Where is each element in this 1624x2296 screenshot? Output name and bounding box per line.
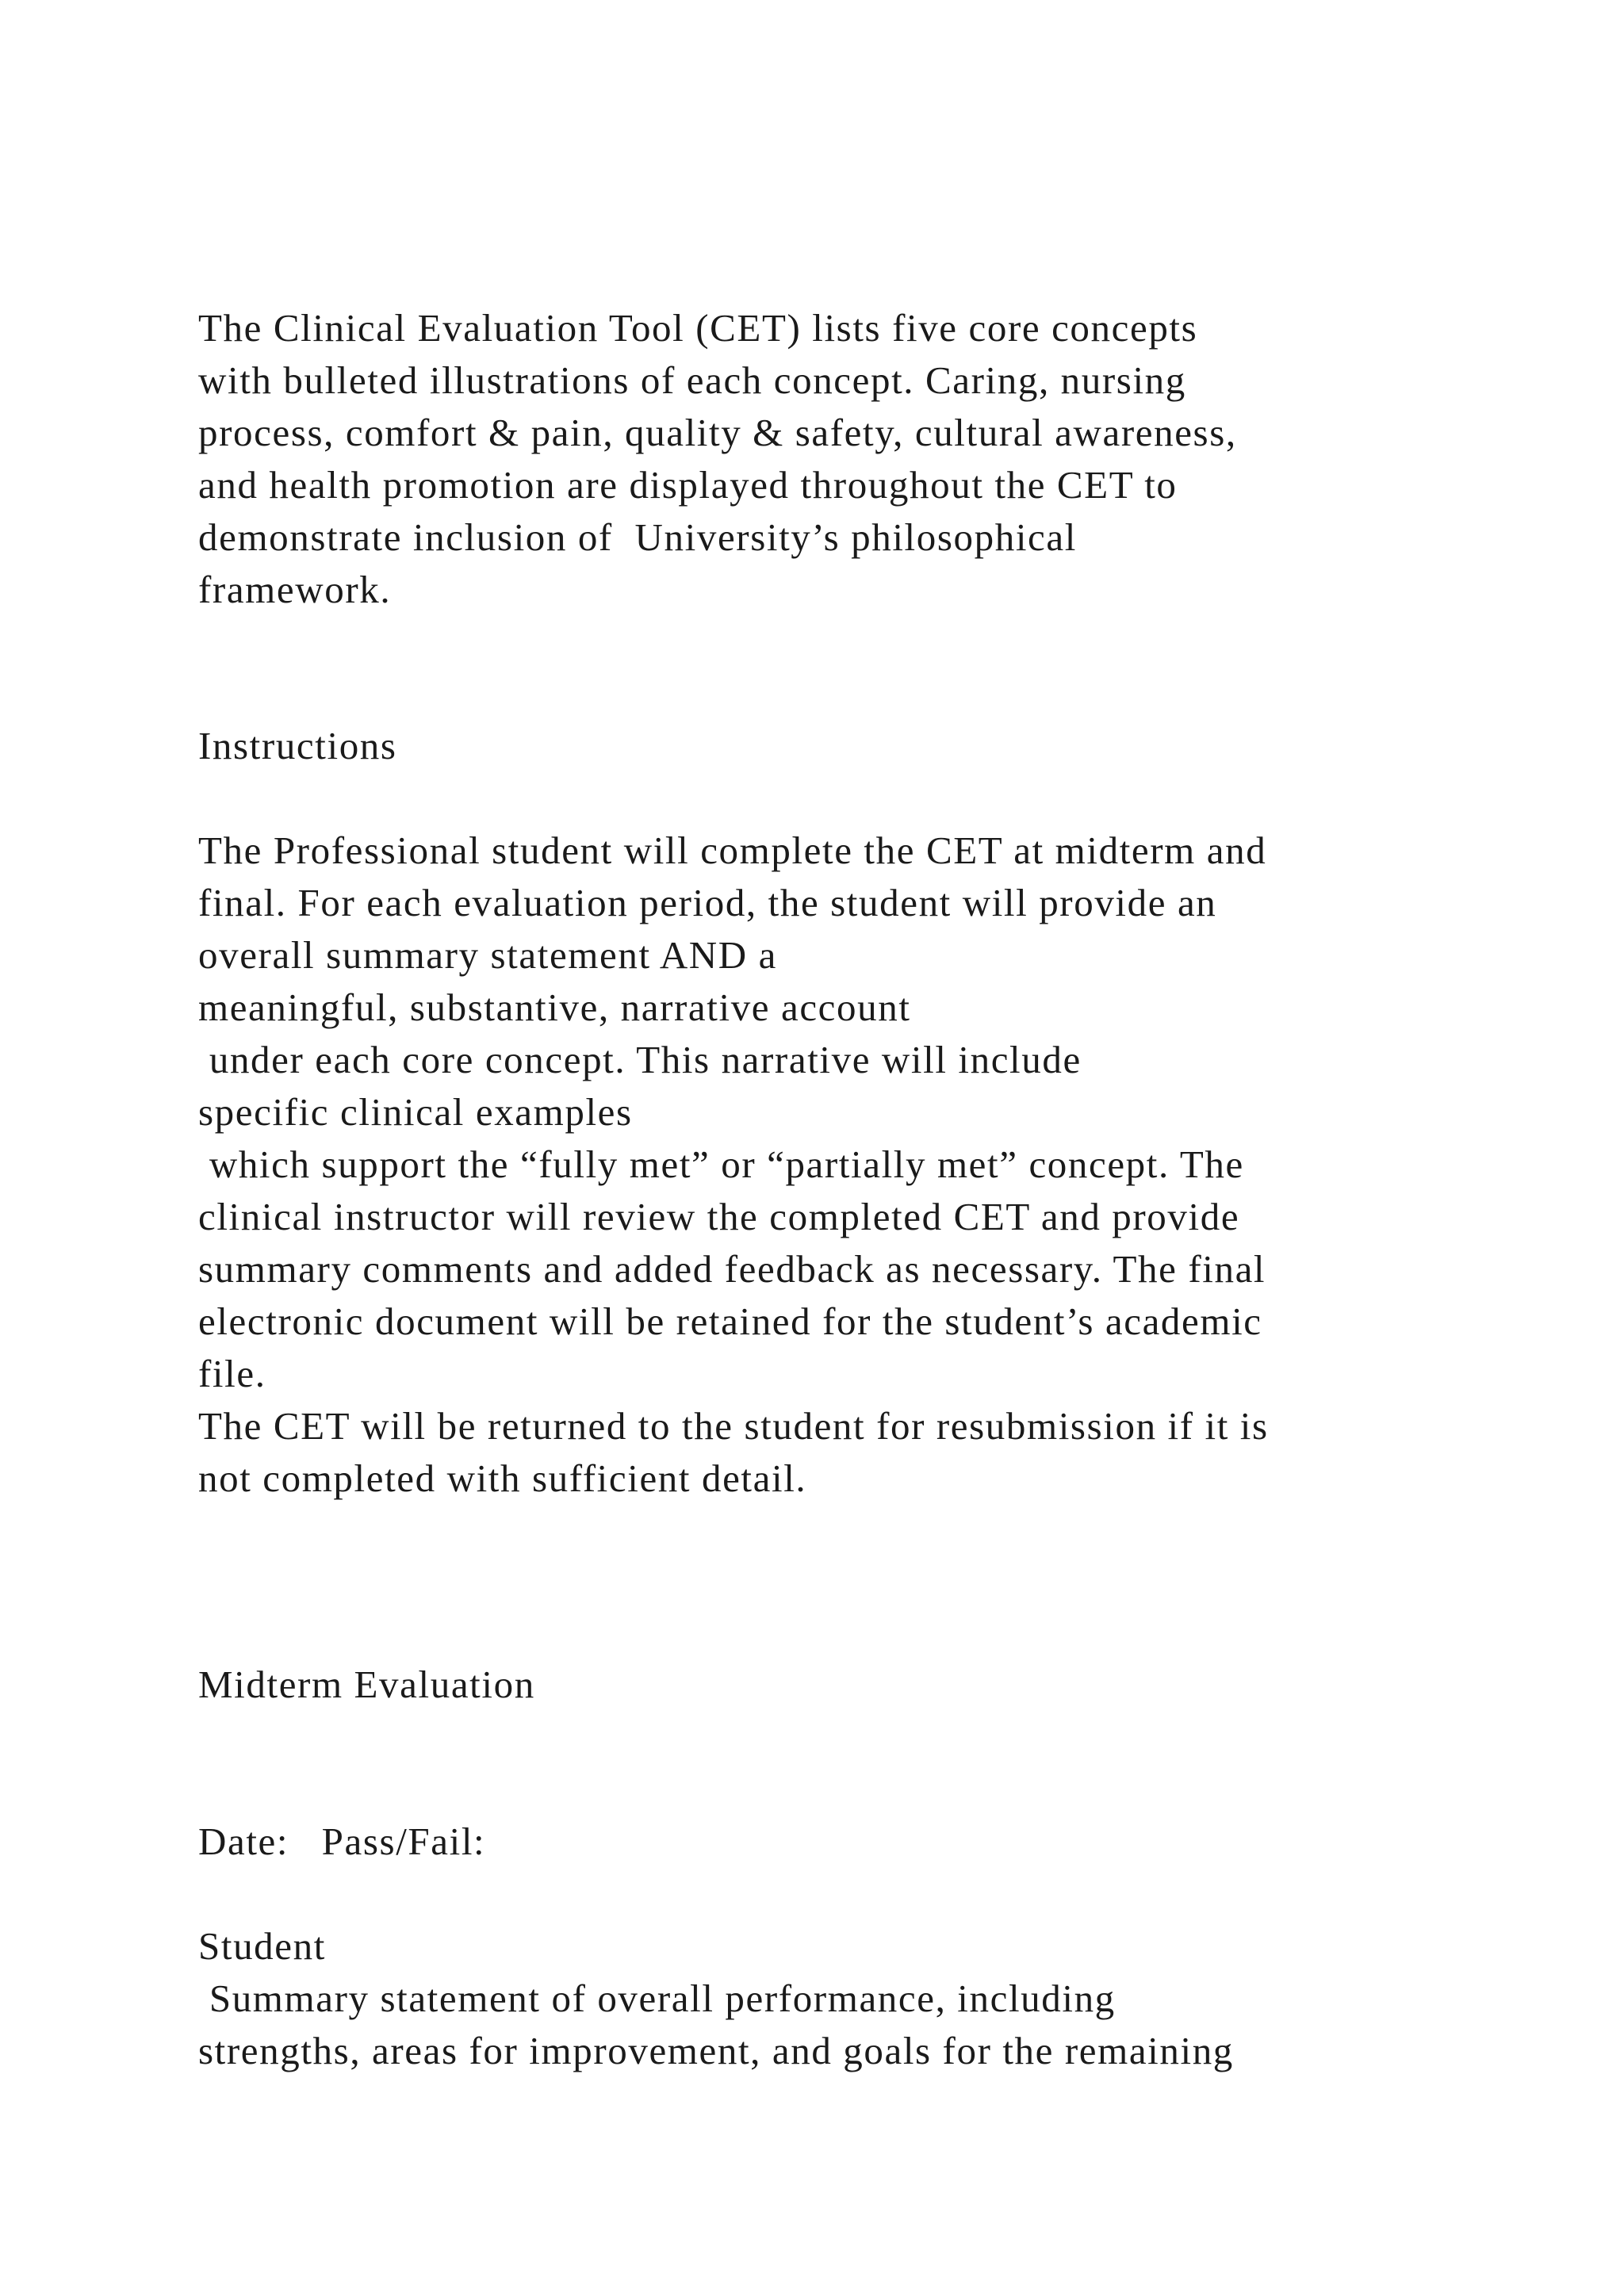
instructions-line: specific clinical examples	[198, 1090, 633, 1134]
intro-line: The Clinical Evaluation Tool (CET) lists five core concepts	[198, 306, 1198, 350]
intro-line: process, comfort & pain, quality & safety, cultural awareness,	[198, 411, 1237, 454]
intro-line: framework.	[198, 568, 392, 611]
student-label: Student	[198, 1924, 326, 1968]
intro-line: and health promotion are displayed throughout the CET to	[198, 463, 1178, 507]
instructions-line: which support the “fully met” or “partially met” concept. The	[198, 1142, 1244, 1186]
midterm-heading: Midterm Evaluation	[198, 1663, 535, 1706]
instructions-line: final. For each evaluation period, the student will provide an	[198, 881, 1217, 924]
instructions-line: summary comments and added feedback as necessary. The final	[198, 1247, 1266, 1291]
instructions-line: clinical instructor will review the completed CET and provide	[198, 1195, 1240, 1238]
intro-line: with bulleted illustrations of each concept. Caring, nursing	[198, 358, 1186, 402]
instructions-line: The Professional student will complete the CET at midterm and	[198, 828, 1267, 872]
instructions-line: under each core concept. This narrative will include	[198, 1038, 1082, 1081]
instructions-line: not completed with sufficient detail.	[198, 1456, 807, 1500]
intro-line: demonstrate inclusion of University’s philosophical	[198, 515, 1077, 559]
instructions-line: The CET will be returned to the student for resubmission if it is	[198, 1404, 1269, 1448]
instructions-line: file.	[198, 1352, 266, 1395]
date-pass-fail-line: Date: Pass/Fail:	[198, 1820, 486, 1863]
summary-line: Summary statement of overall performance, including	[198, 1976, 1116, 2020]
summary-line: strengths, areas for improvement, and goals for the remaining	[198, 2029, 1234, 2072]
instructions-line: electronic document will be retained for the student’s academic	[198, 1299, 1262, 1343]
instructions-heading: Instructions	[198, 724, 397, 767]
instructions-line: meaningful, substantive, narrative account	[198, 985, 911, 1029]
instructions-line: overall summary statement AND a	[198, 933, 777, 977]
